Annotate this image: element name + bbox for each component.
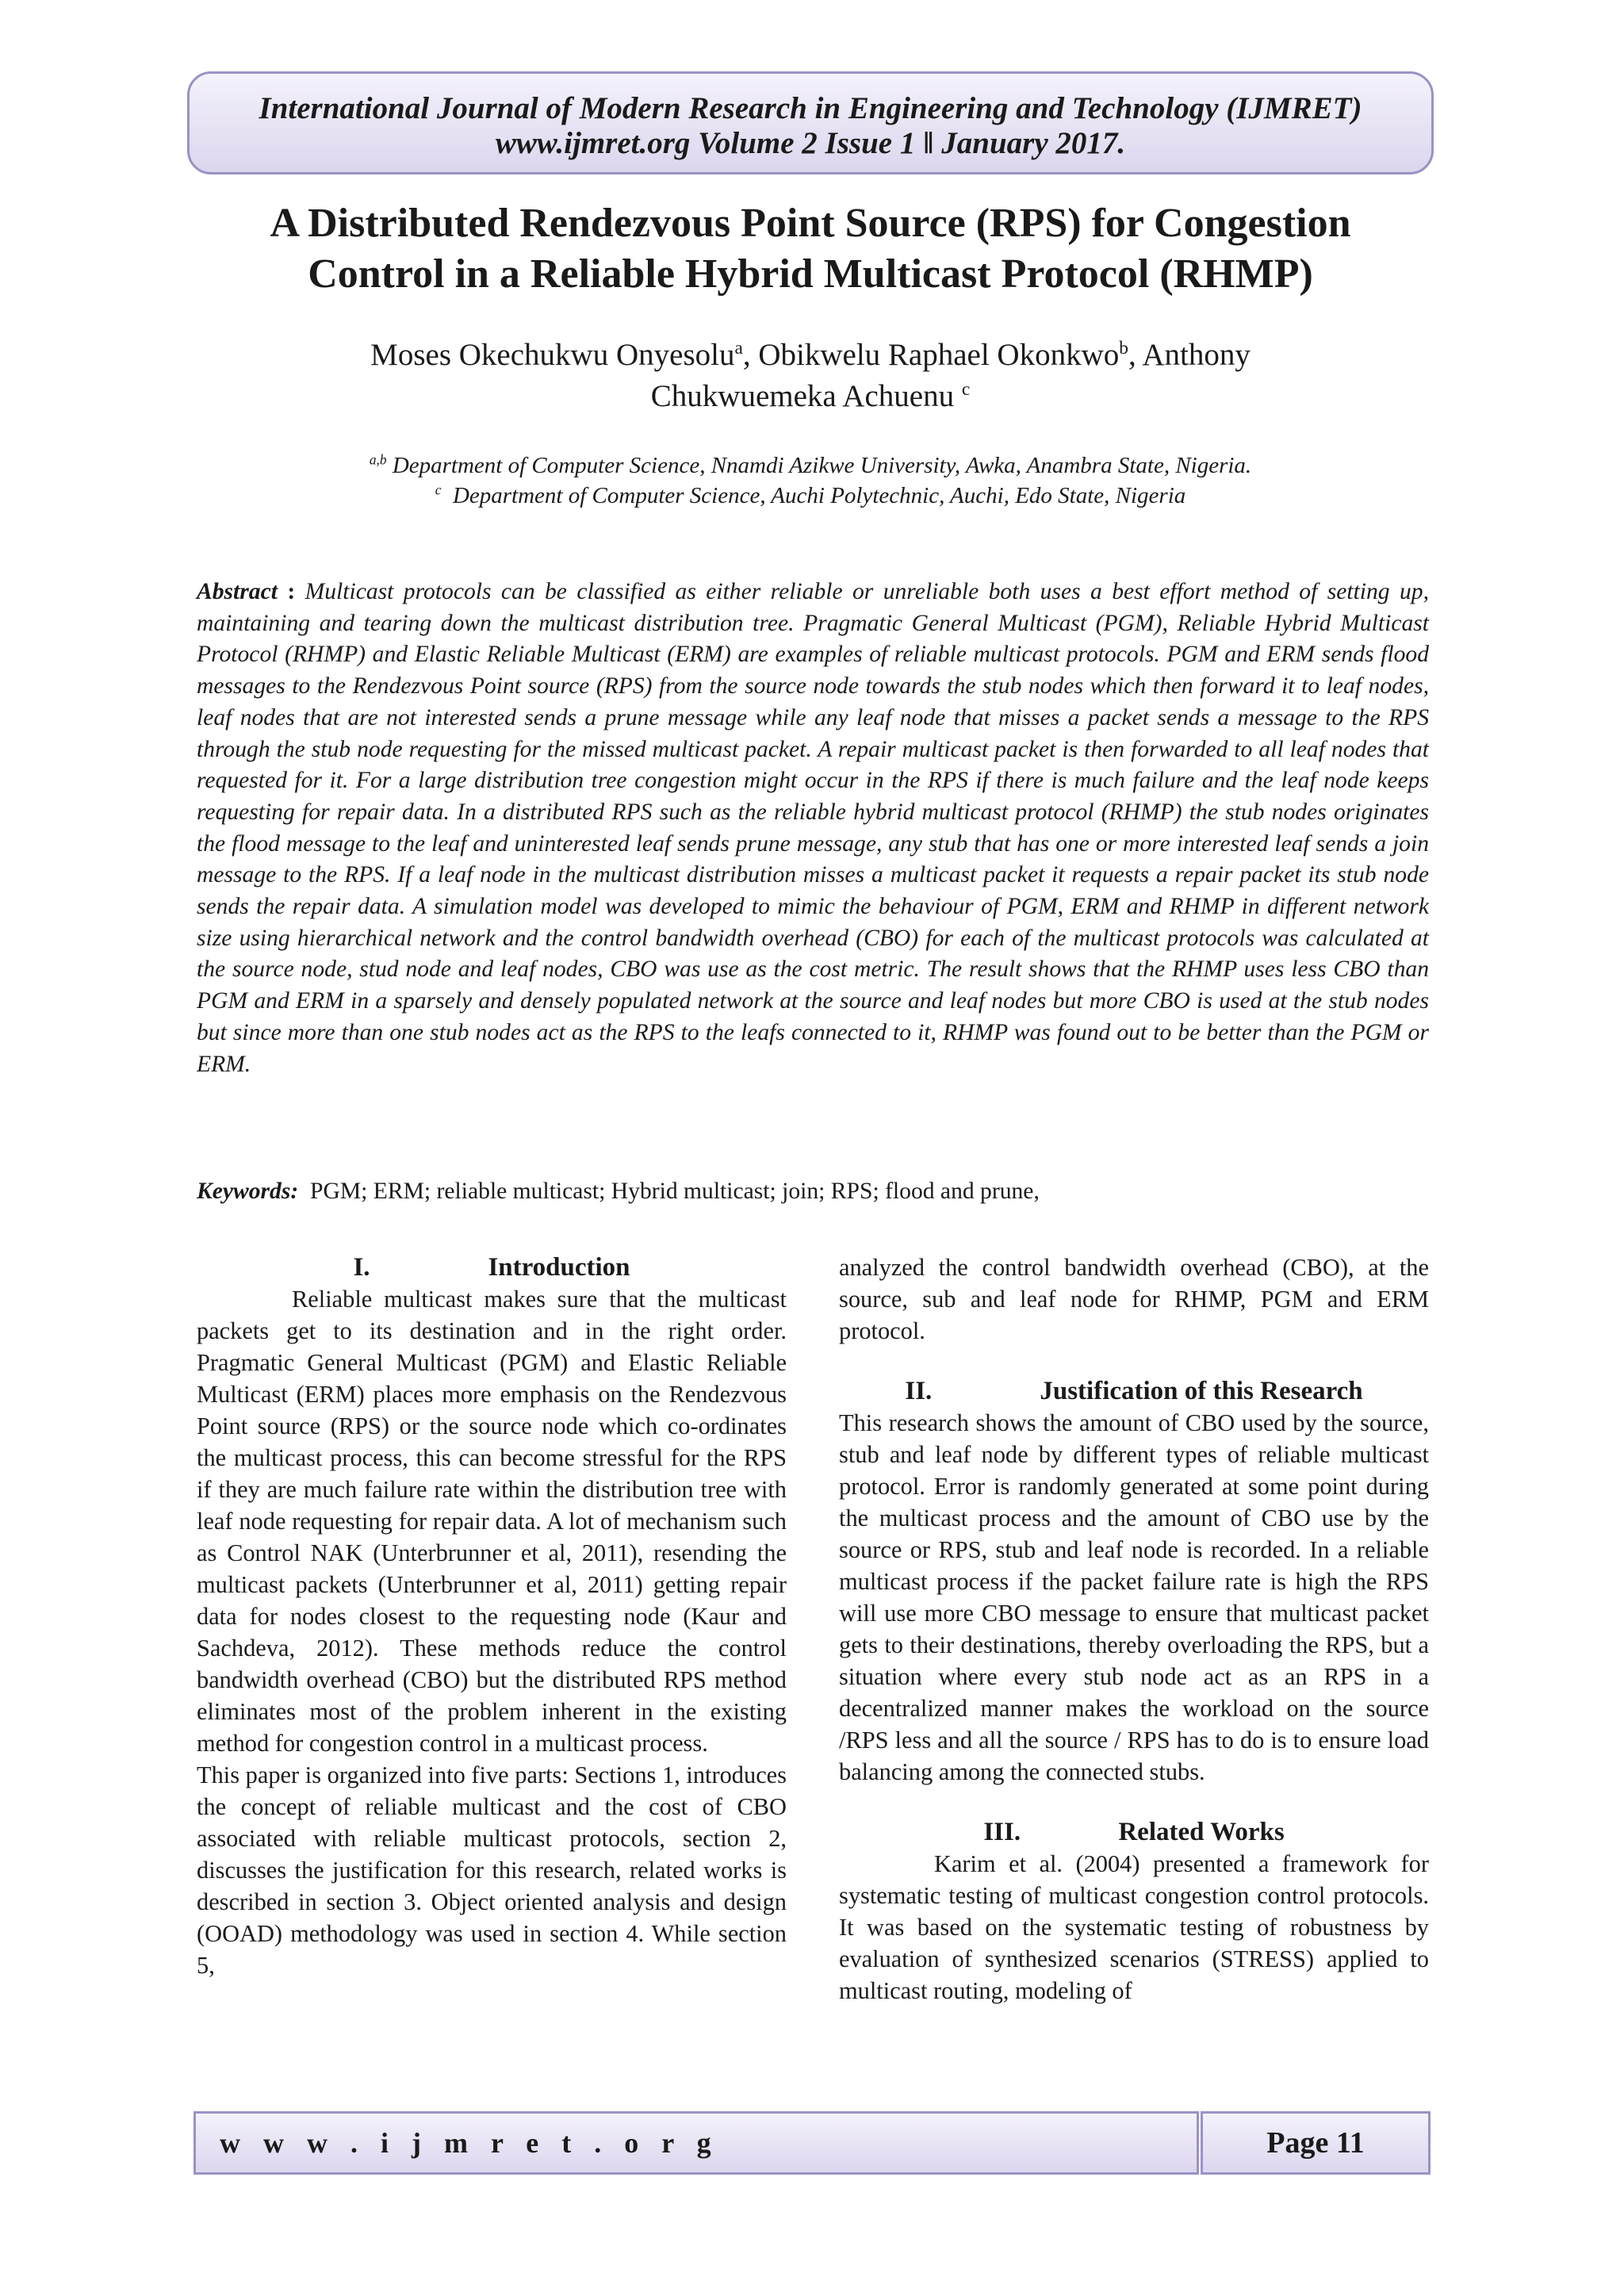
author-1: Moses Okechukwu Onyesolu	[370, 338, 735, 372]
affiliation-2: Department of Computer Science, Auchi Polytechnic, Auchi, Edo State, Nigeria	[452, 483, 1186, 508]
journal-header	[187, 71, 1434, 174]
author-3-sup: c	[961, 379, 971, 400]
affiliation-2-sup: c	[435, 481, 442, 498]
abstract-text: Multicast protocols can be classified as either reliable or unreliable both uses a best effort method of setting up, maintaining and tearing down the multicast distribution tree. Pragmatic General Multicast (PGM), Reliable Hybrid Multicast Protocol (RHMP) and Elastic Reliable Multicast (ERM) are examples of reliable multicast protocols. PGM and ERM sends flood messages to the Rendezvous Point source (RPS) from the source node towards the stub nodes which then forward it to leaf nodes, leaf nodes that are not interested sends a prune message while any leaf node that misses a packet sends a message to the RPS through the stub node requesting for the missed multicast packet. A repair multicast packet is then forwarded to all leaf nodes that requested for it. For a large distribution tree congestion might occur in the RPS if there is much failure and the leaf node keeps requesting for repair data. In a distributed RPS such as the reliable hybrid multicast protocol (RHMP) the stub nodes originates the flood message to the leaf and uninterested leaf sends prune message, any stub that has one or more interested leaf sends a join message to the RPS. If a leaf node in the multicast distribution misses a multicast packet it requests a repair packet its stub node sends the repair data. A simulation model was developed to mimic the behaviour of PGM, ERM and RHMP in different network size using hierarchical network and the control bandwidth overhead (CBO) for each of the multicast protocols was calculated at the source node, stud node and leaf nodes, CBO was use as the cost metric. The result shows that the RHMP uses less CBO than PGM and ERM in a sparsely and densely populated network at the source and leaf nodes but more CBO is used at the stub nodes but since more than one stub nodes act as the RPS to the leafs connected to it, RHMP was found out to be better than the PGM or ERM.	[197, 579, 1429, 1077]
author-2-sup: b	[1119, 338, 1128, 358]
section-2-number: II.	[905, 1377, 933, 1405]
abstract-label: Abstract	[197, 579, 278, 604]
section-1-number: I.	[353, 1253, 370, 1282]
section-3-number: III.	[983, 1818, 1021, 1846]
section-2-title: Justification of this Research	[1040, 1377, 1363, 1405]
journal-header-line2: www.ijmret.org Volume 2 Issue 1 ǁ January 2017.	[495, 126, 1126, 160]
paper-title-line2: Control in a Reliable Hybrid Multicast Protocol (RHMP)	[308, 251, 1313, 297]
right-column	[839, 1251, 1429, 2007]
author-3-part1: Anthony	[1142, 338, 1251, 372]
left-column	[197, 1251, 787, 1981]
section-1-title: Introduction	[488, 1253, 630, 1282]
footer-website: w w w . i j m r e t . o r g	[193, 2111, 1199, 2175]
keywords	[197, 1175, 1429, 1207]
page-footer	[193, 2111, 1431, 2175]
justification-paragraph: This research shows the amount of CBO used by the source, stub and leaf node by different types of reliable multicast protocol. Error is randomly generated at some point during the multicast process and the amount of CBO use by the source or RPS, stub and leaf node is recorded. In a reliable multicast process if the packet failure rate is high the RPS will use more CBO message to ensure that multicast packet gets to their destinations, thereby overloading the RPS, but a situation where every stub node act as an RPS in a decentralized manner makes the workload on the source /RPS less and all the source / RPS has to do is to ensure load balancing among the connected stubs.	[839, 1409, 1429, 1785]
section-3-title: Related Works	[1118, 1818, 1285, 1846]
author-3-part2: Chukwuemeka Achuenu	[650, 379, 955, 413]
intro-paragraph-1: Reliable multicast makes sure that the multicast packets get to its destination and in the right order. Pragmatic General Multicast (PGM) and Elastic Reliable Multicast (ERM) places more emphasis on the Rendezvous Point source (RPS) or the source node which co-ordinates the multicast process, this can become stressful for the RPS if they are much failure rate within the distribution tree with leaf node requesting for repair data. A lot of mechanism such as Control NAK (Unterbrunner et al, 2011), resending the multicast packets (Unterbrunner et al, 2011) getting repair data for nodes closest to the requesting node (Kaur and Sachdeva, 2012). These methods reduce the control bandwidth overhead (CBO) but the distributed RPS method eliminates most of the problem inherent in the existing method for congestion control in a multicast process.	[197, 1286, 787, 1757]
section-heading-introduction	[197, 1251, 787, 1283]
abstract: Abstract : Multicast protocols can be classified as either reliable or unreliable both uses a best effort method of setting up, maintaining and tearing down the multicast distribution tree. Pragmatic General Multicast (PGM), Reliable Hybrid Multicast Protocol (RHMP) and Elastic Reliable Multicast (ERM) are examples of reliable multicast protocols. PGM and ERM sends flood messages to the Rendezvous Point source (RPS) from the source node towards the stub nodes which then forward it to leaf nodes, leaf nodes that are not interested sends a prune message while any leaf node that misses a packet sends a message to the RPS through the stub node requesting for the missed multicast packet. A repair multicast packet is then forwarded to all leaf nodes that requested for it. For a large distribution tree congestion might occur in the RPS if there is much failure and the leaf node keeps requesting for repair data. In a distributed RPS such as the reliable hybrid multicast protocol (RHMP) the stub nodes originates the flood message to the leaf and uninterested leaf sends prune message, any stub that has one or more interested leaf sends a join message to the RPS. If a leaf node in the multicast distribution misses a multicast packet it requests a repair packet its stub node sends the repair data. A simulation model was developed to mimic the behaviour of PGM, ERM and RHMP in different network size using hierarchical network and the control bandwidth overhead (CBO) for each of the multicast protocols was calculated at the source node, stud node and leaf nodes, CBO was use as the cost metric. The result shows that the RHMP uses less CBO than PGM and ERM in a sparsely and densely populated network at the source and leaf nodes but more CBO is used at the stub nodes but since more than one stub nodes act as the RPS to the leafs connected to it, RHMP was found out to be better than the PGM or ERM.	[197, 579, 1429, 1077]
intro-paragraph-2-continued: analyzed the control bandwidth overhead (CBO), at the source, sub and leaf node for RHMP, PGM and ERM protocol.	[839, 1254, 1429, 1344]
author-list: Moses Okechukwu Onyesolu$^a$, Obikwelu Raphael Okonkwo$^b$, Anthony Chukwuemeka Achuenu $^c$	[370, 338, 1251, 413]
keywords-text: PGM; ERM; reliable multicast; Hybrid multicast; join; RPS; flood and prune,	[310, 1179, 1040, 1204]
paper-title	[187, 198, 1434, 300]
journal-header-line1: International Journal of Modern Research in Engineering and Technology (IJMRET)	[259, 91, 1362, 125]
footer-page-number: Page 11	[1201, 2111, 1431, 2175]
paper-title-line1: A Distributed Rendezvous Point Source (RPS) for Congestion	[270, 201, 1351, 246]
section-heading-justification	[839, 1375, 1429, 1407]
related-works-paragraph: Karim et al. (2004) presented a framework for systematic testing of multicast congestion control protocols. It was based on the systematic testing of robustness by evaluation of synthesized scenarios (STRESS) applied to multicast routing, modeling of	[839, 1850, 1429, 2004]
author-2: Obikwelu Raphael Okonkwo	[758, 338, 1120, 372]
intro-paragraph-2: This paper is organized into five parts: Sections 1, introduces the concept of reliable multicast and the cost of CBO associated with reliable multicast protocols, section 2, discusses the justification for this research, related works is described in section 3. Object oriented analysis and design (OOAD) methodology was used in section 4. While section 5,	[197, 1761, 787, 1979]
author-1-sup: a	[734, 338, 743, 358]
section-heading-related-works	[839, 1816, 1429, 1848]
keywords-label: Keywords:	[197, 1179, 299, 1204]
affiliations	[187, 450, 1434, 511]
affiliation-1: Department of Computer Science, Nnamdi Azikwe University, Awka, Anambra State, Nigeria.	[392, 453, 1252, 478]
affiliation-1-sup: a,b	[369, 451, 387, 468]
